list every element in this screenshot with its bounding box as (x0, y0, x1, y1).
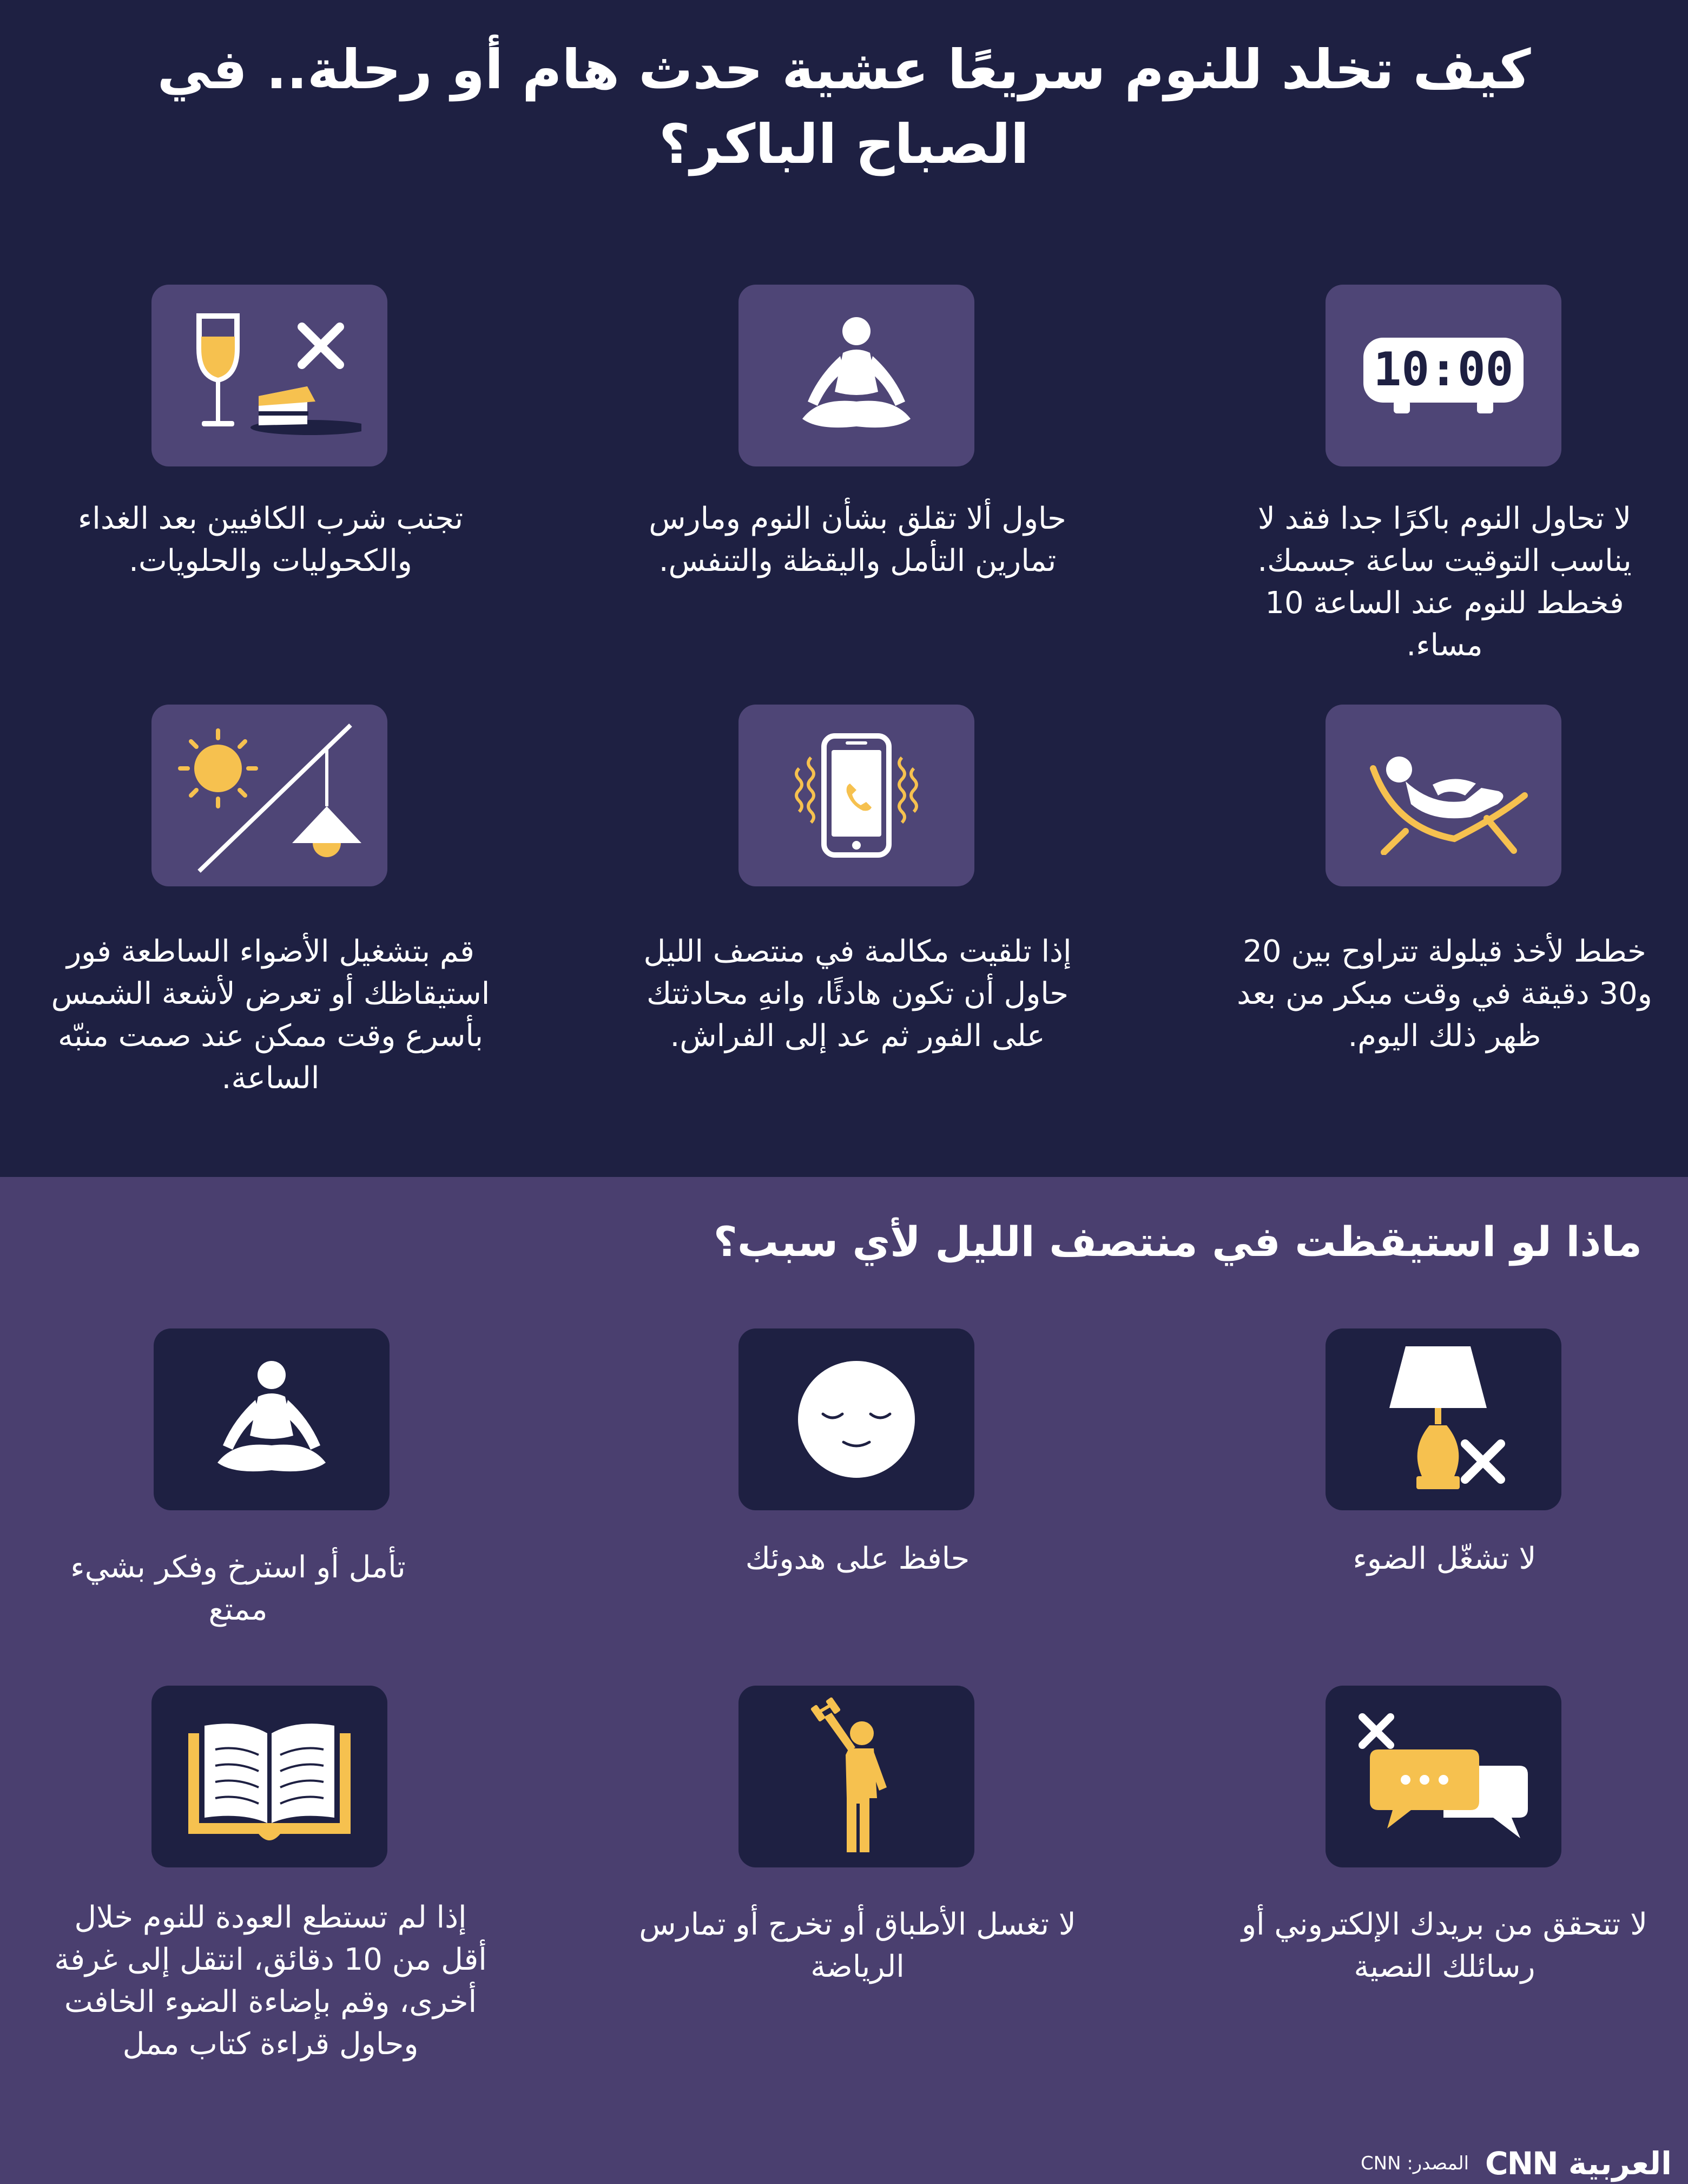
wine-cake-cross-icon (177, 305, 361, 446)
tile-book (151, 1686, 387, 1867)
source-credit: المصدر: CNN (1360, 2153, 1469, 2174)
calm-face-icon (792, 1354, 921, 1484)
tip-caption: لا تغسل الأطباق أو تخرج أو تمارس الرياضة (639, 1907, 1076, 1984)
tile-sun-lamp (151, 705, 387, 886)
open-book-icon (183, 1712, 356, 1841)
tile-calm-face (738, 1328, 974, 1510)
tile-messages (1326, 1686, 1561, 1867)
tile-exercise (738, 1686, 974, 1867)
clock-display: 10:00 (1373, 343, 1514, 397)
logo-alarabiya: العربية (1568, 2145, 1672, 2182)
tip-caption: حاول ألا تقلق بشأن النوم ومارس تمارين التأمل واليقظة والتنفس. (649, 501, 1066, 578)
sun-lamp-icon (167, 714, 372, 877)
tile-nap (1326, 705, 1561, 886)
tile-alarm-clock (1326, 285, 1561, 466)
logo-wordmark (1485, 2145, 1672, 2182)
person-dumbbell-icon (802, 1695, 911, 1858)
tile-lamp (1326, 1328, 1561, 1510)
logo-cnn: CNN (1485, 2145, 1558, 2182)
vibrating-phone-icon (770, 725, 943, 866)
meditation-icon (201, 1354, 342, 1484)
tip-caption: تجنب شرب الكافيين بعد الغداء والكحوليات والحلويات. (77, 501, 464, 578)
tip-caption: إذا لم تستطع العودة للنوم خلال أقل من 10 دقائق، انتقل إلى غرفة أخرى، وقم بإضاءة الضوء الخافت وحاول قراءة كتاب ممل (54, 1900, 487, 2062)
tip-caption: لا تتحقق من بريدك الإلكتروني أو رسائلك النصية (1241, 1907, 1648, 1984)
section-heading: ماذا لو استيقظت في منتصف الليل لأي سبب؟ (713, 1218, 1642, 1266)
footer (1361, 2147, 1672, 2180)
tile-meditation (738, 285, 974, 466)
tip-caption: قم بتشغيل الأضواء الساطعة فور استيقاظك أو تعرض لأشعة الشمس بأسرع وقت ممكن عند صمت منبّه الساعة. (51, 934, 490, 1096)
tip-caption: لا تشغّل الضوء (1353, 1541, 1537, 1576)
tip-caption: خطط لأخذ قيلولة تتراوح بين 20 و30 دقيقة في وقت مبكر من بعد ظهر ذلك اليوم. (1237, 934, 1652, 1054)
person-reclining-icon (1351, 736, 1535, 855)
lamp-cross-icon (1373, 1341, 1514, 1498)
page-title: كيف تخلد للنوم سريعًا عشية حدث هام أو رحلة.. في الصباح الباكر؟ (157, 38, 1531, 176)
tile-meditation-2 (154, 1328, 390, 1510)
tip-caption: حافظ على هدوئك (745, 1541, 970, 1576)
tile-phone (738, 705, 974, 886)
tip-caption: إذا تلقيت مكالمة في منتصف الليل حاول أن تكون هادئًا، وانهِ محادثتك على الفور ثم عد إلى الفراش. (643, 934, 1072, 1054)
alarm-clock-icon (1357, 327, 1530, 424)
tip-caption: تأمل أو استرخ وفكر بشيء ممتع (70, 1550, 406, 1627)
tip-caption: لا تحاول النوم باكرًا جدا فقد لا يناسب التوقيت ساعة جسمك. فخطط للنوم عند الساعة 10 مساء. (1257, 501, 1632, 663)
chat-bubbles-cross-icon (1351, 1706, 1535, 1847)
meditation-icon (786, 311, 927, 440)
tile-wine-cake (151, 285, 387, 466)
